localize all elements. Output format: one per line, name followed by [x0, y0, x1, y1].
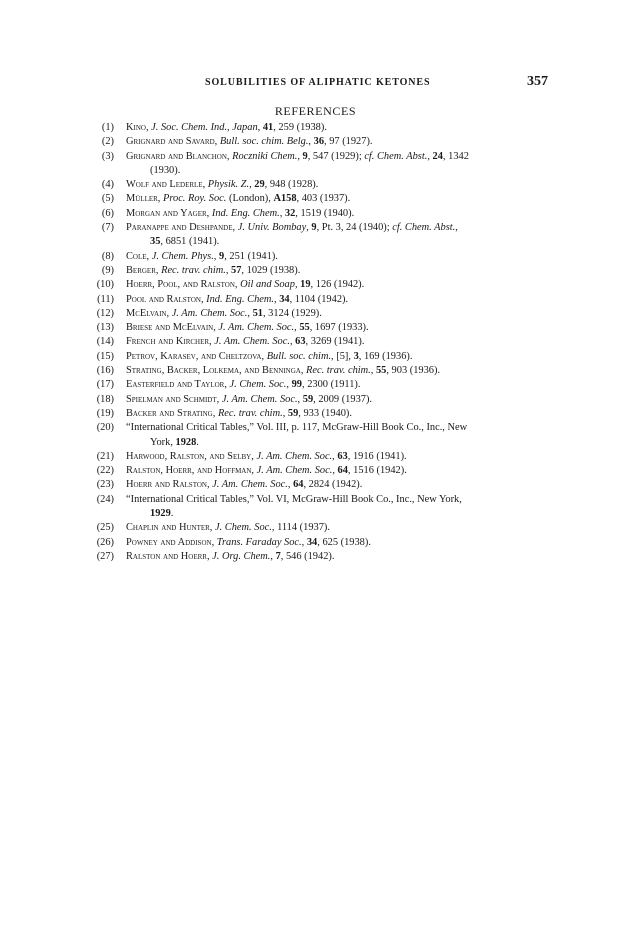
- reference-entry: [86, 393, 546, 407]
- reference-journal: Physik. Z.: [207, 179, 250, 191]
- reference-continuation-text: York,: [150, 436, 176, 448]
- reference-punct: ,: [297, 393, 303, 405]
- reference-number: (19): [96, 407, 114, 419]
- reference-punct: ,: [271, 522, 278, 534]
- reference-punct: ,: [294, 279, 301, 291]
- reference-punct: .: [196, 436, 199, 448]
- reference-pages-year: , 547 (1929);: [307, 150, 365, 162]
- reference-pages-year: , 933 (1940).: [298, 407, 352, 419]
- reference-punct: ,: [301, 536, 307, 548]
- reference-journal: J. Am. Chem. Soc.: [256, 450, 333, 462]
- reference-number: (25): [96, 522, 114, 534]
- reference-journal: Trans. Faraday Soc.: [216, 536, 302, 548]
- reference-journal: Oil and Soap: [240, 279, 295, 291]
- reference-pages-year: , 1029 (1938).: [241, 264, 301, 276]
- reference-entry: [86, 335, 546, 349]
- reference-authors: Easterfield and Taylor: [126, 379, 225, 391]
- reference-text: [126, 421, 546, 435]
- reference-text: [126, 192, 546, 206]
- reference-punct: ,: [297, 150, 303, 162]
- reference-text: [126, 550, 546, 564]
- reference-number: (1): [101, 122, 114, 133]
- reference-punct: ,: [286, 379, 292, 391]
- reference-punct: ,: [279, 207, 285, 219]
- reference-entry: [86, 278, 546, 292]
- reference-number: (15): [96, 350, 114, 362]
- reference-authors: Ralston and Hoerr: [126, 550, 207, 562]
- reference-journal: J. Univ. Bombay: [237, 222, 307, 234]
- reference-text: [126, 493, 546, 507]
- reference-continuation: [126, 507, 546, 521]
- reference-punct: ,: [273, 293, 280, 305]
- reference-volume: 41: [262, 122, 274, 133]
- reference-punct: ,: [224, 379, 230, 391]
- reference-journal: Ind. Eng. Chem.: [211, 207, 280, 219]
- reference-plain: “International Critical Tables,” Vol. III, p. 117, McGraw-Hill Book Co., Inc., New: [126, 422, 468, 434]
- reference-number: (16): [96, 365, 114, 377]
- reference-pages-year: , 1697 (1933).: [309, 322, 369, 334]
- reference-entry: [86, 221, 546, 250]
- reference-continuation: [126, 235, 546, 249]
- reference-authors: Müller: [126, 193, 158, 205]
- reference-volume: A158: [273, 193, 297, 205]
- reference-punct: ,: [209, 336, 215, 348]
- reference-journal: J. Am. Chem. Soc.: [171, 307, 248, 319]
- reference-punct: ,: [206, 479, 213, 491]
- reference-text: [126, 335, 546, 349]
- reference-cf: cf. Chem. Abst.: [364, 150, 428, 162]
- reference-volume: 64: [337, 465, 348, 477]
- reference-punct: ,: [209, 522, 215, 534]
- reference-entry: [86, 364, 546, 378]
- reference-pages-year: , 3124 (1929).: [262, 307, 322, 319]
- running-title: SOLUBILITIES OF ALIPHATIC KETONES: [205, 77, 431, 88]
- reference-punct: ,: [157, 193, 163, 205]
- reference-text: [126, 135, 546, 149]
- reference-entry: [86, 478, 546, 492]
- reference-entry: [86, 536, 546, 550]
- reference-punct: ,: [249, 179, 255, 191]
- reference-number: (17): [96, 379, 114, 391]
- reference-text: [126, 450, 546, 464]
- reference-number: (20): [96, 422, 114, 434]
- reference-punct: ,: [370, 365, 376, 377]
- reference-punct: ,: [226, 150, 233, 162]
- reference-punct: ,: [427, 150, 433, 162]
- reference-punct: ,: [200, 293, 207, 305]
- reference-number: (4): [101, 179, 114, 191]
- reference-text: [126, 464, 546, 478]
- reference-text: [126, 121, 546, 135]
- reference-journal: Bull. soc. chim. Belg.: [219, 136, 309, 148]
- references-heading: REFERENCES: [274, 104, 357, 118]
- reference-journal: Rec. trav. chim.: [217, 407, 283, 419]
- reference-text: [126, 250, 546, 264]
- reference-text: [126, 536, 546, 550]
- reference-punct: ,: [166, 307, 172, 319]
- reference-punct: ,: [206, 207, 212, 219]
- reference-punct: ,: [257, 122, 263, 133]
- reference-entry: [86, 550, 546, 564]
- reference-punct: ,: [206, 550, 213, 562]
- page-number: 357: [527, 74, 548, 89]
- reference-volume: 24: [432, 150, 443, 162]
- reference-volume: 34: [306, 536, 318, 548]
- reference-punct: ,: [146, 250, 152, 262]
- reference-pages-year: , 1516 (1942).: [347, 465, 407, 477]
- reference-number: (26): [96, 536, 114, 548]
- reference-volume: 55: [375, 365, 387, 377]
- reference-punct: ,: [270, 550, 276, 562]
- reference-entry: [86, 350, 546, 364]
- reference-number: (6): [101, 207, 114, 219]
- reference-volume: 32: [284, 207, 296, 219]
- reference-journal: J. Am. Chem. Soc.: [221, 393, 298, 405]
- reference-volume: 9: [219, 250, 225, 262]
- reference-number: (12): [96, 307, 114, 319]
- reference-number: (24): [96, 493, 114, 505]
- reference-authors: Briese and McElvain: [126, 322, 214, 334]
- reference-pages-year: , 1519 (1940).: [295, 207, 355, 219]
- reference-entry: [86, 264, 546, 278]
- reference-text: [126, 278, 546, 292]
- reference-punct: ,: [306, 222, 312, 234]
- reference-text: [126, 150, 546, 164]
- reference-text: [126, 264, 546, 278]
- reference-text: [126, 307, 546, 321]
- reference-authors: French and Kircher: [126, 336, 210, 348]
- reference-volume: 51: [252, 307, 263, 319]
- reference-punct: ,: [213, 250, 219, 262]
- reference-punct: ,: [202, 179, 208, 191]
- reference-pages-year: , 546 (1942).: [280, 550, 335, 562]
- reference-punct: ,: [234, 279, 241, 291]
- reference-punct: ,: [145, 122, 152, 133]
- reference-authors: Hoerr and Ralston: [126, 479, 207, 491]
- reference-text: [126, 478, 546, 492]
- reference-number: (3): [101, 150, 114, 162]
- reference-number: (23): [96, 479, 114, 491]
- reference-punct: ,: [287, 479, 294, 491]
- reference-authors: Hoerr, Pool, and Ralston: [126, 279, 235, 291]
- reference-punct: ,: [289, 336, 296, 348]
- reference-continuation: [126, 164, 546, 178]
- reference-authors: McElvain: [126, 307, 167, 319]
- reference-authors: Morgan and Yager: [126, 207, 207, 219]
- reference-punct: ,: [216, 393, 222, 405]
- reference-journal: Rec. trav. chim.: [306, 365, 371, 377]
- reference-entry: [86, 250, 546, 264]
- reference-authors: Grignard and Blanchon: [126, 150, 227, 162]
- reference-entry: [86, 192, 546, 206]
- reference-volume: 64: [293, 479, 304, 491]
- reference-pages-year: , 403 (1937).: [296, 193, 351, 205]
- reference-punct: ,: [332, 450, 338, 462]
- reference-punct: ,: [225, 264, 232, 276]
- reference-number: (22): [96, 465, 114, 477]
- reference-number: (9): [101, 264, 114, 276]
- reference-text: [126, 364, 546, 378]
- reference-entry: [86, 421, 546, 450]
- reference-text: [126, 393, 546, 407]
- reference-volume: 63: [295, 336, 306, 348]
- reference-entry: [86, 207, 546, 221]
- reference-number: (13): [96, 322, 114, 334]
- reference-pages-year: , Pt. 3, 24 (1940);: [316, 222, 393, 234]
- reference-entry: [86, 464, 546, 478]
- reference-volume: 59: [287, 407, 299, 419]
- reference-volume: 34: [279, 293, 290, 305]
- reference-year: 1928: [175, 436, 197, 448]
- reference-pages-year: , 259 (1938).: [273, 122, 327, 133]
- reference-punct: ,: [282, 407, 288, 419]
- reference-pages-year: , 97 (1927).: [324, 136, 373, 148]
- reference-authors: Petrov, Karasev, and Cheltzova: [126, 350, 262, 362]
- reference-authors: Strating, Backer, Lolkema, and Benninga: [126, 365, 301, 377]
- reference-volume: 63: [337, 450, 348, 462]
- reference-punct: (London),: [226, 193, 274, 205]
- reference-volume: 29: [254, 179, 265, 191]
- reference-journal: Roczniki Chem.: [232, 150, 298, 162]
- reference-text: [126, 293, 546, 307]
- reference-punct: , [5],: [331, 350, 354, 362]
- reference-pages-year: , 3269 (1941).: [305, 336, 365, 348]
- reference-volume: 9: [302, 150, 308, 162]
- reference-entry: [86, 135, 546, 149]
- reference-volume: 99: [291, 379, 302, 391]
- reference-volume: 7: [275, 550, 281, 562]
- reference-pages-year: , 1916 (1941).: [347, 450, 407, 462]
- reference-volume: 59: [302, 393, 314, 405]
- reference-number: (8): [101, 250, 114, 262]
- reference-punct: ,: [308, 136, 314, 148]
- reference-journal: J. Org. Chem.: [212, 550, 271, 562]
- reference-journal: J. Am. Chem. Soc.: [214, 336, 290, 348]
- reference-pages-year: 1114 (1937).: [277, 522, 330, 534]
- reference-continuation-text: , 6851 (1941).: [160, 236, 220, 248]
- reference-journal: Bull. soc. chim.: [266, 350, 332, 362]
- reference-authors: Chaplin and Hunter: [126, 522, 210, 534]
- references-list: [86, 121, 546, 564]
- reference-number: (11): [97, 293, 114, 305]
- reference-journal: J. Chem. Soc.: [229, 379, 287, 391]
- reference-entry: [86, 493, 546, 522]
- reference-authors: Spielman and Schmidt: [126, 393, 217, 405]
- reference-text: [126, 321, 546, 335]
- reference-text: [126, 350, 546, 364]
- reference-pages-year: , 948 (1928).: [264, 179, 319, 191]
- reference-punct: ,: [294, 322, 300, 334]
- reference-year: 1929: [150, 508, 171, 520]
- reference-pages-year: , 1104 (1942).: [289, 293, 349, 305]
- reference-volume: 9: [311, 222, 317, 234]
- reference-volume: 35: [150, 236, 161, 248]
- reference-punct: ,: [212, 407, 218, 419]
- reference-number: (7): [101, 222, 114, 234]
- reference-punct: ,: [213, 322, 219, 334]
- reference-number: (27): [96, 550, 114, 562]
- reference-pages-year: , 1342: [442, 150, 469, 162]
- reference-entry: [86, 321, 546, 335]
- reference-pages-year: , 251 (1941).: [224, 250, 278, 262]
- reference-entry: [86, 307, 546, 321]
- reference-punct: ,: [261, 350, 267, 362]
- reference-volume: 57: [231, 264, 242, 276]
- reference-volume: 19: [300, 279, 311, 291]
- reference-authors: Backer and Strating: [126, 407, 213, 419]
- reference-punct: ,: [211, 536, 217, 548]
- reference-pages-year: , 903 (1936).: [386, 365, 441, 377]
- reference-punct: ,: [214, 136, 220, 148]
- reference-pages-year: , 625 (1938).: [317, 536, 371, 548]
- reference-pages-year: , 126 (1942).: [310, 279, 365, 291]
- reference-journal: J. Am. Chem. Soc.: [256, 465, 333, 477]
- reference-journal: Proc. Roy. Soc.: [163, 193, 227, 205]
- reference-journal: J. Am. Chem. Soc.: [212, 479, 288, 491]
- reference-text: [126, 178, 546, 192]
- reference-pages-year: , 2009 (1937).: [313, 393, 373, 405]
- reference-continuation-text: (1930).: [150, 164, 181, 176]
- reference-entry: [86, 293, 546, 307]
- reference-authors: Paranappe and Deshpande: [126, 222, 233, 234]
- reference-punct: ,: [300, 365, 307, 377]
- reference-journal: J. Chem. Phys.: [151, 250, 214, 262]
- reference-journal: Rec. trav. chim.: [161, 264, 226, 276]
- reference-number: (21): [96, 450, 114, 462]
- reference-pages-year: , 2300 (1911).: [302, 379, 361, 391]
- reference-authors: Pool and Ralston: [126, 293, 201, 305]
- reference-punct: ,: [232, 222, 238, 234]
- reference-authors: Powney and Addison: [126, 536, 212, 548]
- reference-journal: Ind. Eng. Chem.: [206, 293, 274, 305]
- reference-number: (2): [101, 136, 114, 148]
- reference-entry: [86, 150, 546, 179]
- reference-text: [126, 221, 546, 235]
- reference-number: (5): [101, 193, 114, 205]
- reference-entry: [86, 378, 546, 392]
- reference-authors: Berger: [126, 264, 156, 276]
- reference-text: [126, 407, 546, 421]
- reference-authors: Grignard and Savard: [126, 136, 215, 148]
- reference-text: [126, 378, 546, 392]
- reference-authors: Ralston, Hoerr, and Hoffman: [126, 465, 252, 477]
- reference-punct: ,: [332, 465, 338, 477]
- reference-continuation: [126, 436, 546, 450]
- reference-authors: Wolf and Lederle: [126, 179, 203, 191]
- reference-cf: cf. Chem. Abst.: [392, 222, 456, 234]
- reference-punct: ,: [251, 450, 257, 462]
- reference-entry: [86, 178, 546, 192]
- reference-journal: J. Soc. Chem. Ind., Japan: [151, 122, 258, 133]
- reference-punct: ,: [247, 307, 253, 319]
- reference-authors: Harwood, Ralston, and Selby: [126, 450, 252, 462]
- reference-authors: Kino: [126, 122, 146, 133]
- reference-entry: [86, 121, 546, 135]
- reference-volume: 55: [299, 322, 310, 334]
- reference-punct: .: [170, 508, 174, 520]
- reference-entry: [86, 521, 546, 535]
- reference-text: [126, 521, 546, 535]
- reference-text: [126, 207, 546, 221]
- reference-number: (18): [96, 393, 114, 405]
- reference-punct: ,: [155, 264, 162, 276]
- reference-number: (10): [96, 279, 114, 291]
- reference-punct: ,: [251, 465, 257, 477]
- reference-number: (14): [96, 336, 114, 348]
- reference-journal: J. Am. Chem. Soc.: [218, 322, 295, 334]
- running-head: [0, 74, 631, 94]
- reference-authors: Cole: [126, 250, 147, 262]
- reference-pages-year: , 169 (1936).: [358, 350, 413, 362]
- reference-volume: 36: [313, 136, 325, 148]
- reference-plain: “International Critical Tables,” Vol. VI, McGraw-Hill Book Co., Inc., New York,: [126, 493, 462, 505]
- reference-pages-year: , 2824 (1942).: [303, 479, 363, 491]
- reference-entry: [86, 407, 546, 421]
- reference-entry: [86, 450, 546, 464]
- reference-volume: 3: [353, 350, 359, 362]
- reference-punct: ,: [455, 222, 458, 234]
- reference-journal: J. Chem. Soc.: [215, 522, 272, 534]
